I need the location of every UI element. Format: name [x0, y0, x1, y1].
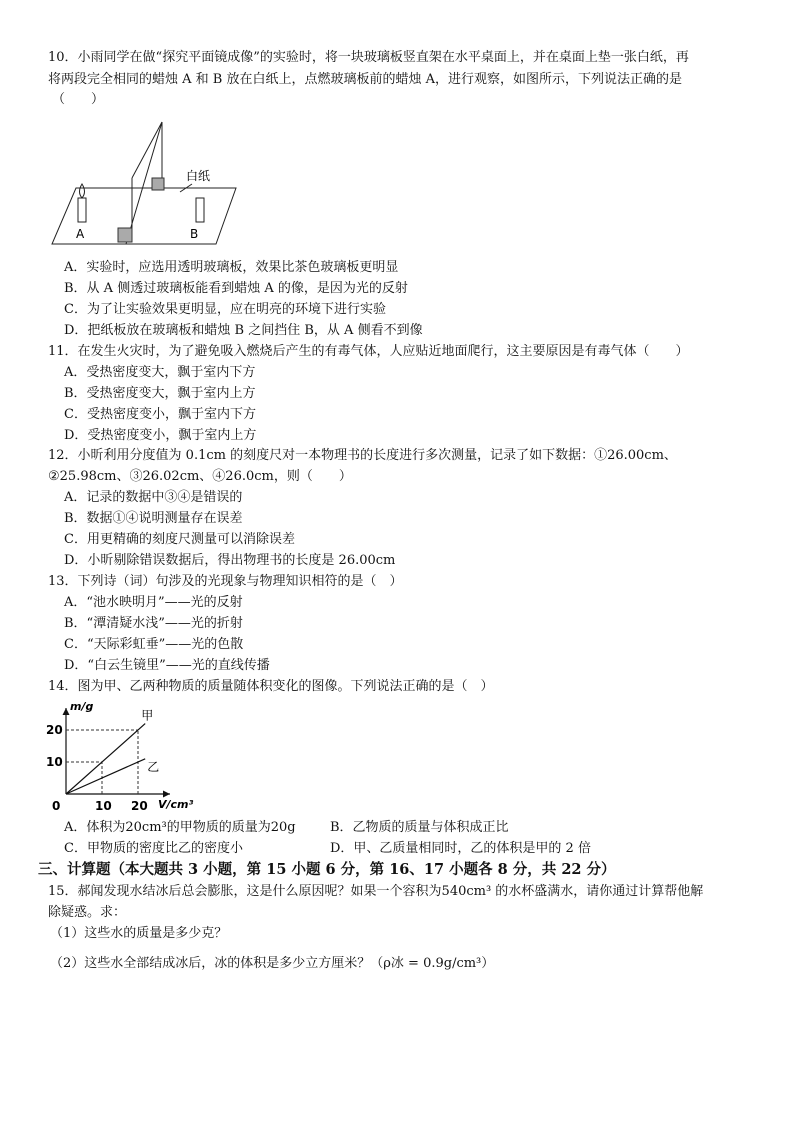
y-tick-label: 20 — [46, 723, 63, 737]
q12-option-c: C．用更精确的刻度尺测量可以消除误差 — [64, 532, 295, 547]
section3-heading: 三、计算题（本大题共 3 小题，第 15 小题 6 分，第 16、17 小题各 8 分，共 22 分） — [38, 861, 616, 878]
q15-sub2: （2）这些水全部结成冰后，冰的体积是多少立方厘米？（ρ冰 = 0.9g/cm³） — [50, 956, 495, 971]
q12-option-d: D．小昕剔除错误数据后，得出物理书的长度是 26.00cm — [64, 553, 396, 568]
q11-stem: 11．在发生火灾时，为了避免吸入燃烧后产生的有毒气体，人应贴近地面爬行，这主要原因是有毒气体（ ） — [48, 344, 689, 359]
mirror-experiment-figure — [46, 118, 246, 250]
candle-flame-icon — [80, 184, 85, 198]
x-tick-label: 0 — [52, 799, 61, 813]
series-line-1 — [66, 759, 145, 794]
q10-answer-bracket: （ ） — [52, 92, 105, 107]
q10-option-c: C．为了让实验效果更明显，应在明亮的环境下进行实验 — [64, 302, 386, 317]
q10-option-b: B．从 A 侧透过玻璃板能看到蜡烛 A 的像，是因为光的反射 — [64, 281, 408, 296]
stand-block-front — [118, 228, 132, 242]
candle-a-label: A — [76, 227, 85, 241]
mass-volume-chart — [44, 698, 214, 816]
q13-stem: 13．下列诗（词）句涉及的光现象与物理知识相符的是（ ） — [48, 574, 403, 589]
q15-sub1: （1）这些水的质量是多少克？ — [50, 926, 228, 941]
q11-option-b: B．受热密度变大，飘于室内上方 — [64, 386, 256, 401]
q13-option-a: A．“池水映明月”——光的反射 — [64, 595, 243, 610]
q11-option-c: C．受热密度变小，飘于室内下方 — [64, 407, 256, 422]
series-label-0: 甲 — [141, 708, 154, 723]
q11-option-a: A．受热密度变大，飘于室内下方 — [64, 365, 256, 380]
y-axis-label: m/g — [70, 700, 94, 713]
q12-option-b: B．数据①④说明测量存在误差 — [64, 511, 243, 526]
q14-option-b: B．乙物质的质量与体积成正比 — [330, 820, 509, 835]
q12-option-a: A．记录的数据中③④是错误的 — [64, 490, 243, 505]
q13-option-c: C．“天际彩虹垂”——光的色散 — [64, 637, 244, 652]
series-label-1: 乙 — [147, 759, 160, 774]
candle-b — [196, 198, 204, 222]
candle-a — [78, 198, 86, 222]
q10-stem-line1: 10．小雨同学在做“探究平面镜成像”的实验时，将一块玻璃板竖直架在水平桌面上，并在桌面上垫一张白纸，再 — [48, 50, 689, 65]
candle-b-label: B — [190, 227, 199, 241]
q14-option-d: D．甲、乙质量相同时，乙的体积是甲的 2 倍 — [330, 841, 591, 856]
q14-stem: 14．图为甲、乙两种物质的质量随体积变化的图像。下列说法正确的是（ ） — [48, 679, 494, 694]
stand-block-back — [152, 178, 164, 190]
x-axis-label: V/cm³ — [158, 798, 194, 811]
q11-option-d: D．受热密度变小，飘于室内上方 — [64, 428, 257, 443]
q14-option-c: C．甲物质的密度比乙的密度小 — [64, 841, 243, 856]
q12-stem-line1: 12．小昕利用分度值为 0.1cm 的刻度尺对一本物理书的长度进行多次测量，记录了如下数据：①26.00cm、 — [48, 448, 677, 463]
q12-stem-line2: ②25.98cm、③26.02cm、④26.0cm，则（ ） — [48, 469, 352, 484]
x-tick-label: 10 — [95, 799, 112, 813]
x-tick-label: 20 — [131, 799, 148, 813]
q13-option-b: B．“潭清疑水浅”——光的折射 — [64, 616, 243, 631]
q15-stem-line1: 15．郝闻发现水结冰后总会膨胀，这是什么原因呢？如果一个容积为540cm³ 的水杯盛满水，请你通过计算帮他解 — [48, 884, 704, 899]
q13-option-d: D．“白云生镜里”——光的直线传播 — [64, 658, 270, 673]
q15-stem-line2: 除疑惑。求： — [48, 905, 127, 920]
paper-label: 白纸 — [186, 169, 211, 183]
q10-option-a: A．实验时，应选用透明玻璃板，效果比茶色玻璃板更明显 — [64, 260, 399, 275]
y-tick-label: 10 — [46, 755, 63, 769]
series-line-0 — [66, 724, 145, 794]
q10-option-d: D．把纸板放在玻璃板和蜡烛 B 之间挡住 B，从 A 侧看不到像 — [64, 323, 423, 338]
q14-option-a: A．体积为20cm³的甲物质的质量为20g — [64, 820, 296, 835]
q10-stem-line2: 将两段完全相同的蜡烛 A 和 B 放在白纸上，点燃玻璃板前的蜡烛 A，进行观察，如图所示，下列说法正确的是 — [48, 72, 682, 87]
